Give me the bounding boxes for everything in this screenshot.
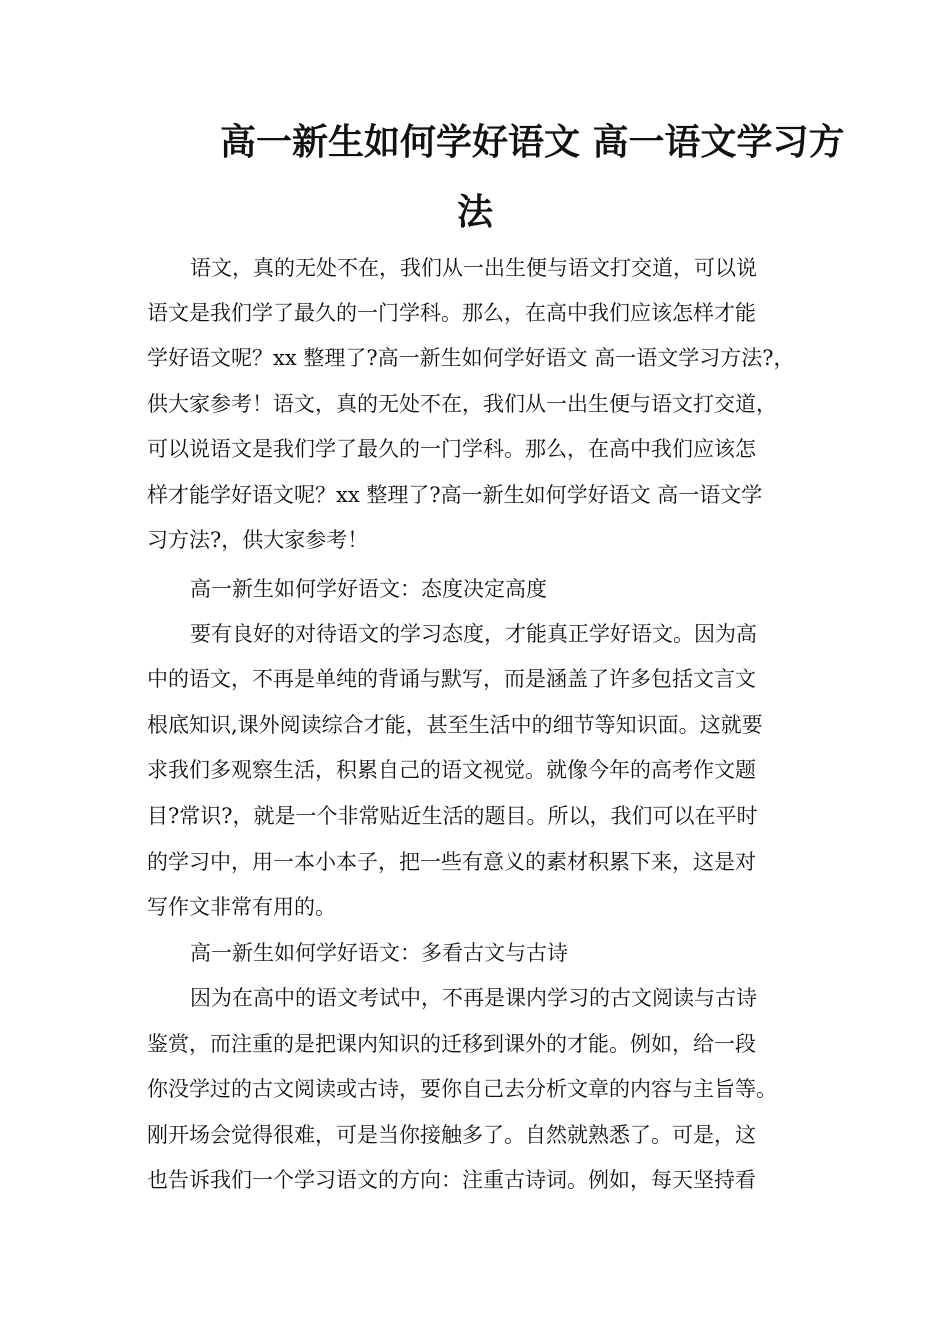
body-line-12: 求我们多观察生活，积累自己的语文视觉。就像今年的高考作文题 [147,758,756,782]
body-line-1: 语文，真的无处不在，我们从一出生便与语文打交道，可以说 [190,256,757,280]
body-line-7: 习方法?，供大家参考！ [147,528,369,552]
body-line-18: 鉴赏，而注重的是把课内知识的迁移到课外的才能。例如，给一段 [147,1032,756,1056]
document-title-line-2: 法 [457,191,494,233]
body-line-6: 样才能学好语文呢？xx 整理了?高一新生如何学好语文 高一语文学 [147,483,763,507]
body-line-4: 供大家参考！语文，真的无处不在，我们从一出生便与语文打交道， [147,392,777,416]
body-line-14: 的学习中，用一本小本子，把一些有意义的素材积累下来，这是对 [147,850,756,874]
section-heading-classics: 高一新生如何学好语文：多看古文与古诗 [190,941,568,965]
body-line-21: 也告诉我们一个学习语文的方向：注重古诗词。例如，每天坚持看 [147,1168,756,1192]
body-line-20: 刚开场会觉得很难，可是当你接触多了。自然就熟悉了。可是，这 [147,1123,756,1147]
body-line-2: 语文是我们学了最久的一门学科。那么，在高中我们应该怎样才能 [147,301,756,325]
document-title-line-1: 高一新生如何学好语文 高一语文学习方 [220,121,845,163]
body-line-9: 要有良好的对待语文的学习态度，才能真正学好语文。因为高 [190,622,757,646]
body-line-17: 因为在高中的语文考试中，不再是课内学习的古文阅读与古诗 [190,986,757,1010]
body-line-19: 你没学过的古文阅读或古诗，要你自己去分析文章的内容与主旨等。 [147,1077,777,1101]
body-line-15: 写作文非常有用的。 [147,895,336,919]
body-line-5: 可以说语文是我们学了最久的一门学科。那么，在高中我们应该怎 [147,437,756,461]
body-line-13: 目?常识?，就是一个非常贴近生活的题目。所以，我们可以在平时 [147,804,758,828]
section-heading-attitude: 高一新生如何学好语文：态度决定高度 [190,577,547,601]
body-line-11: 根底知识,课外阅读综合才能，甚至生活中的细节等知识面。这就要 [147,713,763,737]
body-line-3: 学好语文呢？xx 整理了?高一新生如何学好语文 高一语文学习方法?， [147,346,795,370]
body-line-10: 中的语文，不再是单纯的背诵与默写，而是涵盖了许多包括文言文 [147,667,756,691]
